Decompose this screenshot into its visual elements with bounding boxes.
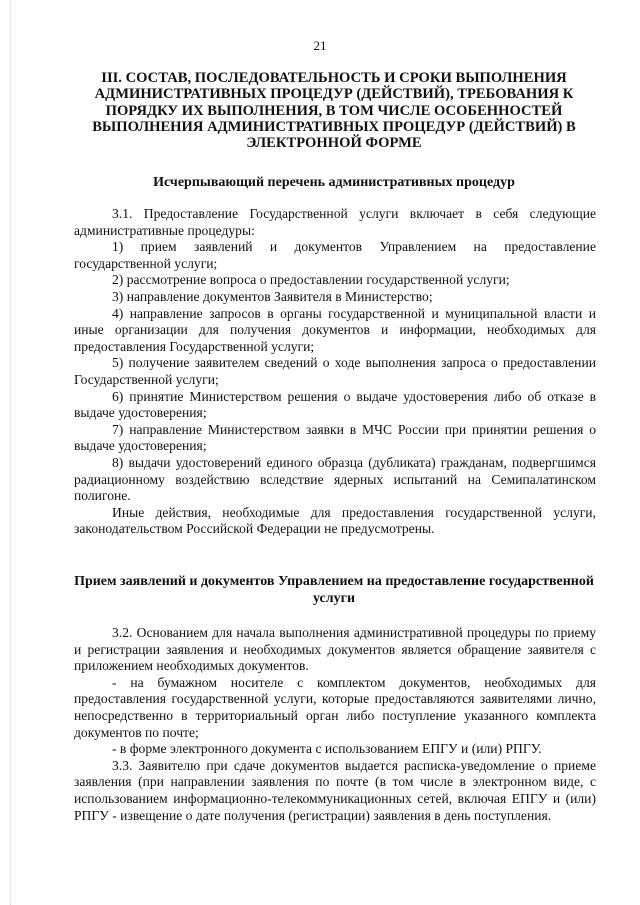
list-item: - в форме электронного документа с использованием ЕПГУ и (или) РПГУ. — [112, 741, 542, 757]
section-title-procedures-list: Исчерпывающий перечень административных процедур — [153, 175, 515, 190]
list-item: 2) рассмотрение вопроса о предоставлении государственной услуги; — [112, 272, 510, 288]
section-title-reception: Прием заявлений и документов Управлением на предоставление государственной услуги — [74, 574, 594, 606]
list-item: 3) направление документов Заявителя в Министерство; — [112, 288, 433, 304]
list-item: 7) направление Министерством заявки в МЧС России при принятии решения о выдаче удостоверения; — [74, 421, 596, 454]
section-reception — [74, 625, 596, 824]
list-item: 1) прием заявлений и документов Управлением на предоставление государственной услуги; — [74, 239, 596, 271]
list-item: 6) принятие Министерством решения о выдаче удостоверения либо об отказе в выдаче удостоверения; — [74, 388, 596, 421]
paragraph: 3.2. Основанием для начала выполнения административной процедуры по приему и регистрации заявления и необходимых документов является обращение заявителя с приложением необходимых документов. — [74, 625, 596, 674]
list-item: - на бумажном носителе с комплектом документов, необходимых для предоставления государственной услуги, которые предоставляются заявителями лично, непосредственно в территориальный орган либо поступление указанного комплекта документов по почте; — [74, 674, 596, 740]
chapter-heading: III. СОСТАВ, ПОСЛЕДОВАТЕЛЬНОСТЬ И СРОКИ ВЫПОЛНЕНИЯ АДМИНИСТРАТИВНЫХ ПРОЦЕДУР (ДЕЙСТВИЙ), ТРЕБОВАНИЯ К ПОРЯДКУ ИХ ВЫПОЛНЕНИЯ, В ТОМ ЧИСЛЕ ОСОБЕННОСТЕЙ ВЫПОЛНЕНИЯ АДМИНИСТРАТИВНЫХ ПРОЦЕДУР (ДЕЙСТВИЙ) В ЭЛЕКТРОННОЙ ФОРМЕ — [92, 70, 576, 152]
section-procedures-list — [74, 206, 596, 538]
list-item: 8) выдачи удостоверений единого образца (дубликата) гражданам, подвергшимся радиационному воздействию вследствие ядерных испытаний на Семипалатинском полигоне. — [74, 454, 596, 504]
scan-margin-line — [10, 0, 12, 905]
paragraph: Иные действия, необходимые для предоставления государственной услуги, законодательством Российской Федерации не предусмотрены. — [74, 504, 596, 537]
list-item: 5) получение заявителем сведений о ходе выполнения запроса о предоставлении Государственной услуги; — [74, 355, 596, 387]
page-number: 21 — [313, 38, 327, 53]
paragraph: 3.1. Предоставление Государственной услуги включает в себя следующие административные процедуры: — [74, 206, 596, 238]
paragraph: 3.3. Заявителю при сдаче документов выдается расписка-уведомление о приеме заявления (при направлении заявления по почте (в том числе в электронном виде, с использованием информационно-телекоммуникационных сетей, включая ЕПГУ и (или) РПГУ - извещение о дате получения (регистрации) заявления в день поступления. — [74, 757, 596, 823]
list-item: 4) направление запросов в органы государственной и муниципальной власти и иные организации для получения документов и информации, необходимых для предоставления Государственной услуги; — [74, 305, 596, 354]
